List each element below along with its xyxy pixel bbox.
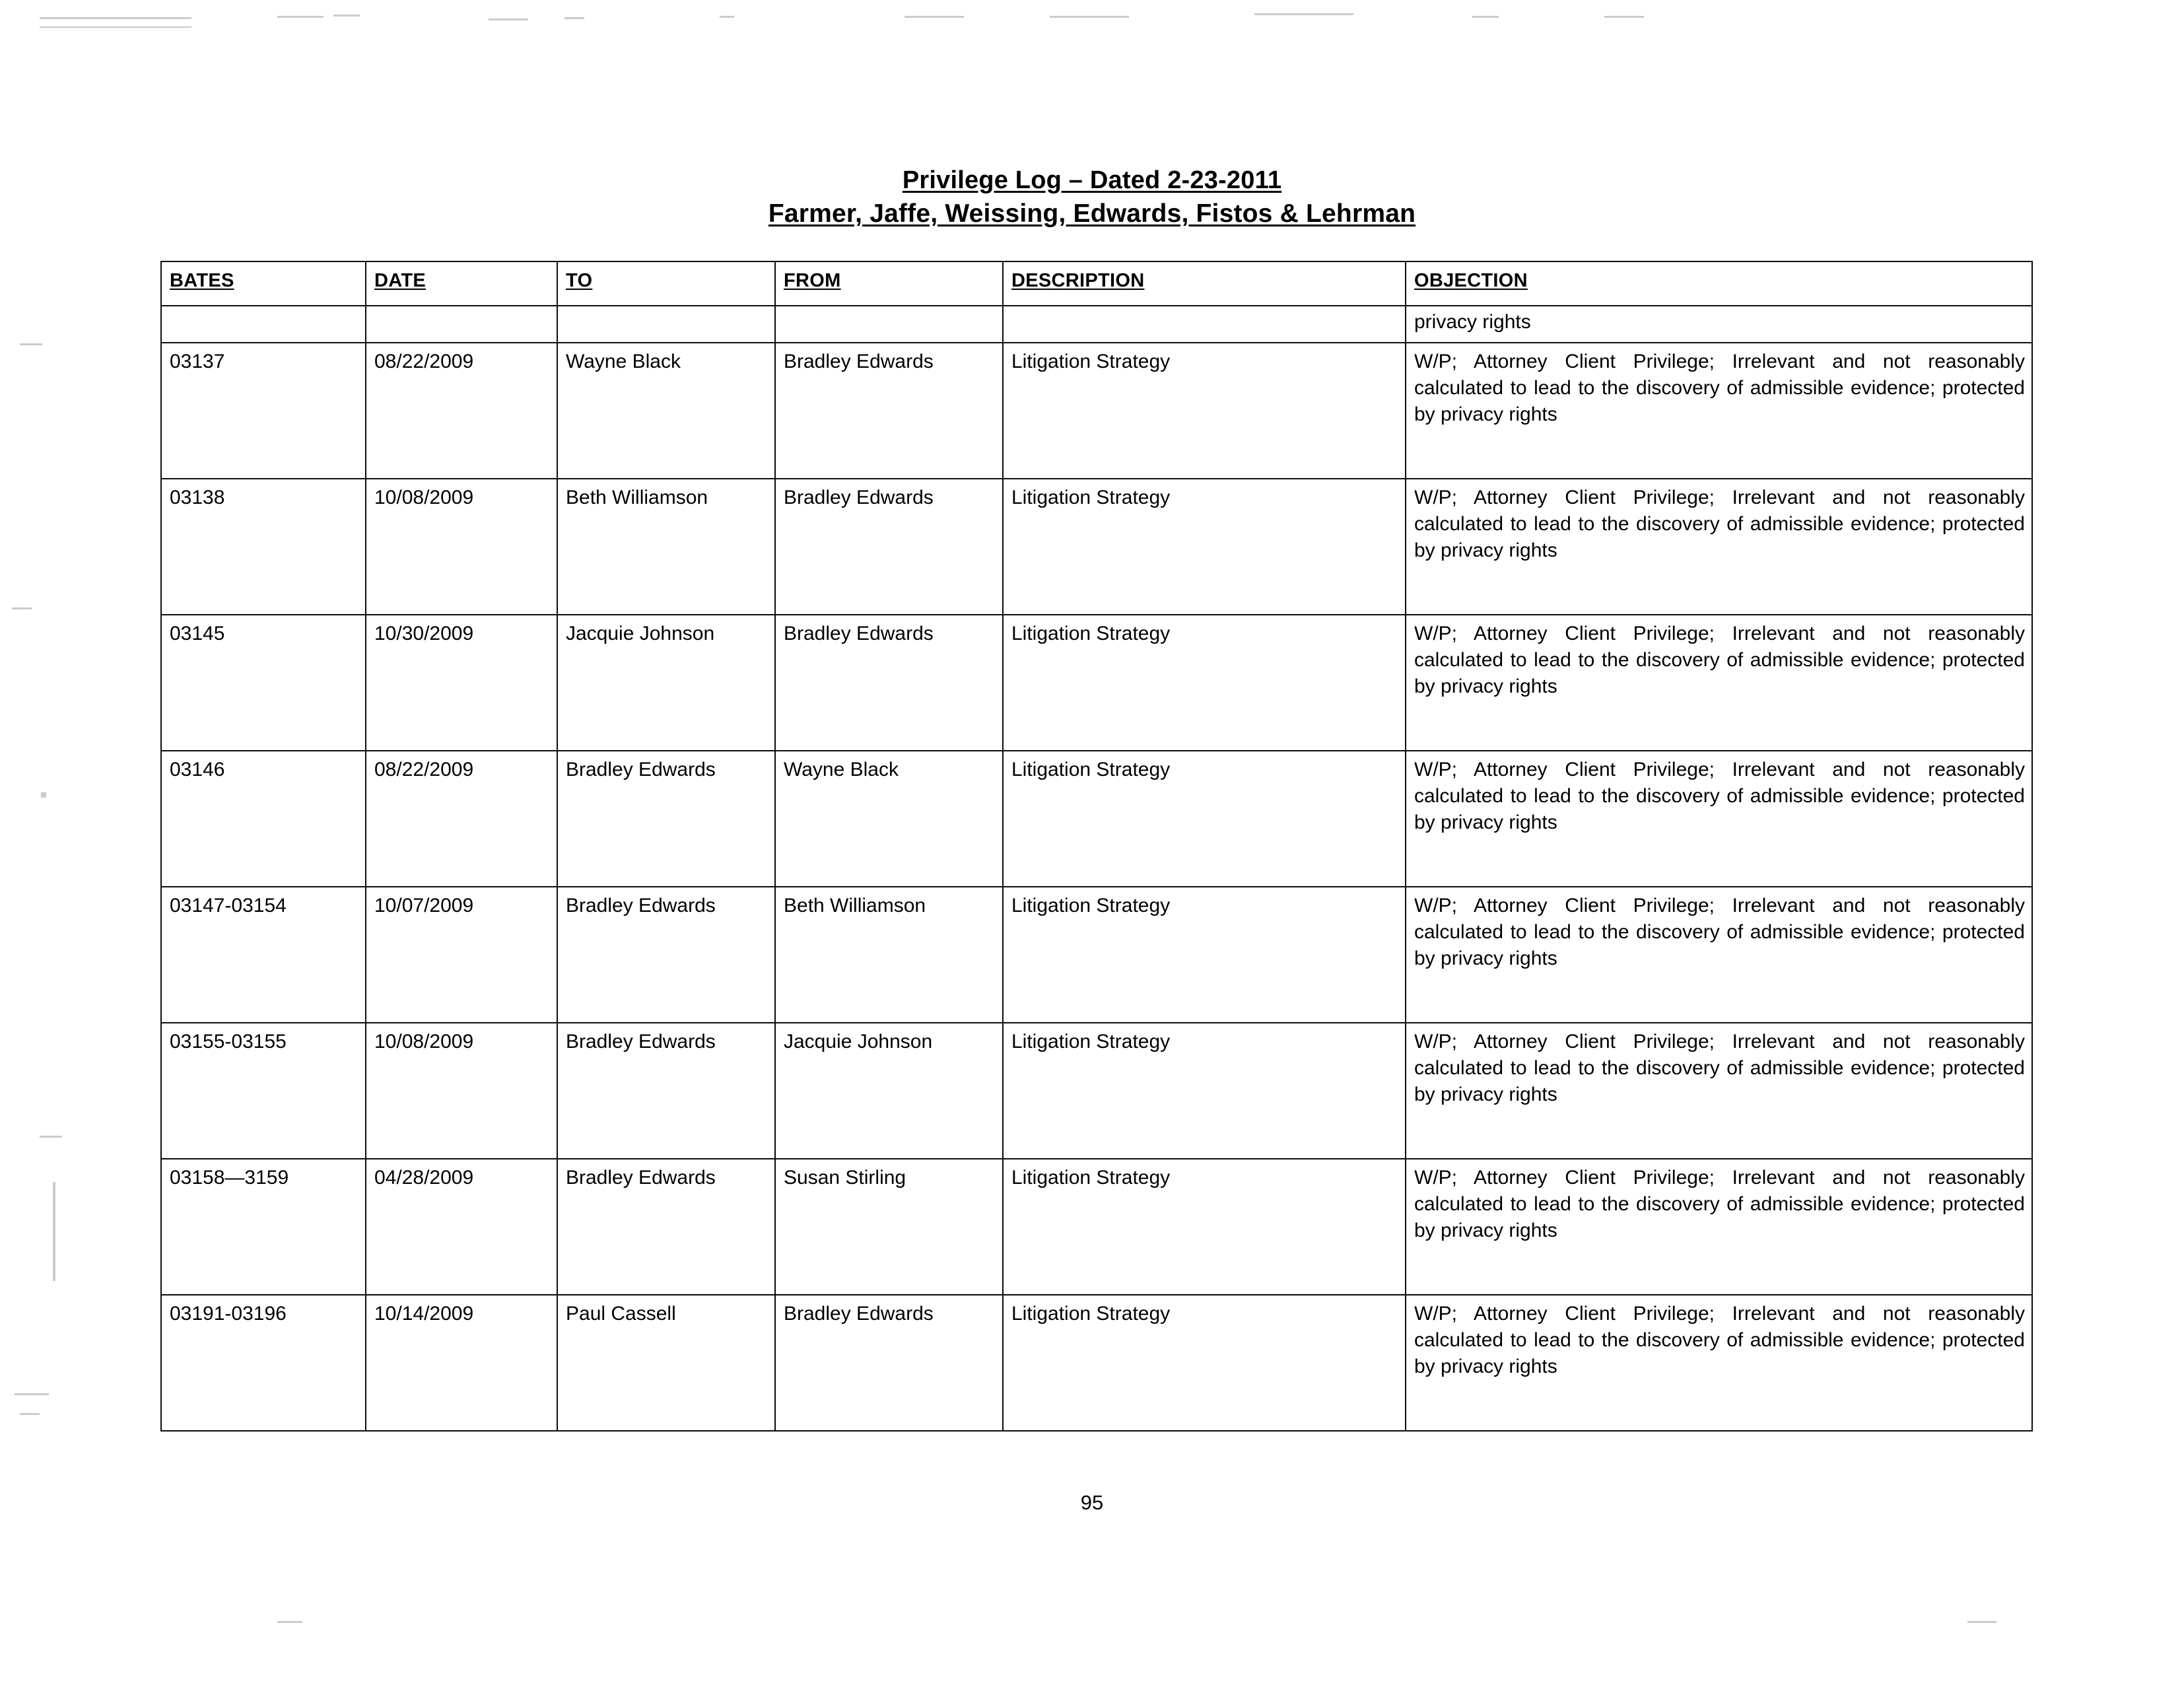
cell-to: Bradley Edwards xyxy=(557,1159,775,1295)
cell-objection: privacy rights xyxy=(1406,306,2032,343)
table-row xyxy=(161,615,2032,751)
cell-date: 10/08/2009 xyxy=(366,479,557,615)
cell-bates xyxy=(161,306,366,343)
scan-artifact xyxy=(1472,16,1499,18)
cell-date xyxy=(366,306,557,343)
scan-artifact xyxy=(277,1621,302,1623)
cell-to: Bradley Edwards xyxy=(557,1023,775,1159)
cell-bates: 03158—3159 xyxy=(161,1159,366,1295)
cell-bates: 03138 xyxy=(161,479,366,615)
cell-description: Litigation Strategy xyxy=(1003,1295,1406,1431)
cell-description xyxy=(1003,306,1406,343)
cell-to xyxy=(557,306,775,343)
cell-date: 04/28/2009 xyxy=(366,1159,557,1295)
scan-artifact xyxy=(489,18,528,20)
cell-to: Bradley Edwards xyxy=(557,751,775,887)
column-header-objection: OBJECTION xyxy=(1406,261,2032,306)
cell-objection: W/P; Attorney Client Privilege; Irrelevant and not reasonably calculated to lead to the discovery of admissible evidence; protected by privacy rights xyxy=(1406,887,2032,1023)
scan-artifact xyxy=(564,17,584,19)
scan-artifact xyxy=(40,1136,62,1138)
table-row xyxy=(161,887,2032,1023)
title-line-1: Privilege Log – Dated 2-23-2011 xyxy=(902,166,1282,194)
cell-bates: 03155-03155 xyxy=(161,1023,366,1159)
cell-objection: W/P; Attorney Client Privilege; Irrelevant and not reasonably calculated to lead to the discovery of admissible evidence; protected by privacy rights xyxy=(1406,1023,2032,1159)
cell-objection: W/P; Attorney Client Privilege; Irrelevant and not reasonably calculated to lead to the discovery of admissible evidence; protected by privacy rights xyxy=(1406,1159,2032,1295)
scan-artifact xyxy=(1967,1621,1996,1623)
scan-artifact xyxy=(1604,16,1644,18)
column-header-description: DESCRIPTION xyxy=(1003,261,1406,306)
column-header-date: DATE xyxy=(366,261,557,306)
cell-objection: W/P; Attorney Client Privilege; Irrelevant and not reasonably calculated to lead to the discovery of admissible evidence; protected by privacy rights xyxy=(1406,343,2032,479)
cell-date: 08/22/2009 xyxy=(366,751,557,887)
table-header-row xyxy=(161,261,2032,306)
cell-bates: 03145 xyxy=(161,615,366,751)
column-header-from: FROM xyxy=(775,261,1003,306)
scan-artifact xyxy=(12,607,32,609)
table-row xyxy=(161,1159,2032,1295)
cell-date: 10/30/2009 xyxy=(366,615,557,751)
cell-from: Susan Stirling xyxy=(775,1159,1003,1295)
cell-objection: W/P; Attorney Client Privilege; Irrelevant and not reasonably calculated to lead to the discovery of admissible evidence; protected by privacy rights xyxy=(1406,1295,2032,1431)
cell-description: Litigation Strategy xyxy=(1003,751,1406,887)
cell-objection: W/P; Attorney Client Privilege; Irrelevant and not reasonably calculated to lead to the discovery of admissible evidence; protected by privacy rights xyxy=(1406,615,2032,751)
scan-artifact xyxy=(53,1182,55,1281)
table-row xyxy=(161,1023,2032,1159)
scan-artifact xyxy=(40,26,191,28)
cell-from: Jacquie Johnson xyxy=(775,1023,1003,1159)
cell-to: Bradley Edwards xyxy=(557,887,775,1023)
cell-date: 10/08/2009 xyxy=(366,1023,557,1159)
cell-date: 08/22/2009 xyxy=(366,343,557,479)
scan-artifact xyxy=(20,343,42,345)
scan-artifact xyxy=(1254,13,1353,15)
cell-from: Beth Williamson xyxy=(775,887,1003,1023)
cell-description: Litigation Strategy xyxy=(1003,615,1406,751)
table-row xyxy=(161,1295,2032,1431)
scan-artifact xyxy=(904,16,964,18)
cell-to: Jacquie Johnson xyxy=(557,615,775,751)
scan-artifact xyxy=(333,15,360,17)
table-row xyxy=(161,306,2032,343)
scan-artifact xyxy=(1050,16,1129,18)
cell-description: Litigation Strategy xyxy=(1003,343,1406,479)
cell-date: 10/14/2009 xyxy=(366,1295,557,1431)
cell-to: Paul Cassell xyxy=(557,1295,775,1431)
title-line-2: Farmer, Jaffe, Weissing, Edwards, Fistos & Lehrman xyxy=(768,199,1416,228)
cell-description: Litigation Strategy xyxy=(1003,887,1406,1023)
cell-objection: W/P; Attorney Client Privilege; Irrelevant and not reasonably calculated to lead to the discovery of admissible evidence; protected by privacy rights xyxy=(1406,751,2032,887)
cell-description: Litigation Strategy xyxy=(1003,1023,1406,1159)
cell-from: Bradley Edwards xyxy=(775,1295,1003,1431)
cell-to: Wayne Black xyxy=(557,343,775,479)
table-row xyxy=(161,479,2032,615)
cell-objection: W/P; Attorney Client Privilege; Irrelevant and not reasonably calculated to lead to the discovery of admissible evidence; protected by privacy rights xyxy=(1406,479,2032,615)
scan-artifact xyxy=(40,17,191,19)
cell-from: Bradley Edwards xyxy=(775,615,1003,751)
cell-from: Bradley Edwards xyxy=(775,343,1003,479)
page-number: 95 xyxy=(1080,1491,1104,1514)
table-row xyxy=(161,343,2032,479)
cell-description: Litigation Strategy xyxy=(1003,479,1406,615)
scan-artifact xyxy=(15,1393,49,1395)
cell-to: Beth Williamson xyxy=(557,479,775,615)
cell-from xyxy=(775,306,1003,343)
column-header-to: TO xyxy=(557,261,775,306)
page-title xyxy=(0,164,2184,231)
column-header-bates: BATES xyxy=(161,261,366,306)
cell-bates: 03146 xyxy=(161,751,366,887)
cell-date: 10/07/2009 xyxy=(366,887,557,1023)
cell-bates: 03191-03196 xyxy=(161,1295,366,1431)
cell-bates: 03147-03154 xyxy=(161,887,366,1023)
scan-artifact xyxy=(277,16,324,18)
cell-from: Wayne Black xyxy=(775,751,1003,887)
table-row xyxy=(161,751,2032,887)
scan-artifact xyxy=(41,792,46,798)
scan-artifact xyxy=(720,16,734,18)
scan-artifact xyxy=(20,1413,40,1415)
cell-from: Bradley Edwards xyxy=(775,479,1003,615)
privilege-log-table xyxy=(160,261,2033,1432)
cell-bates: 03137 xyxy=(161,343,366,479)
cell-description: Litigation Strategy xyxy=(1003,1159,1406,1295)
